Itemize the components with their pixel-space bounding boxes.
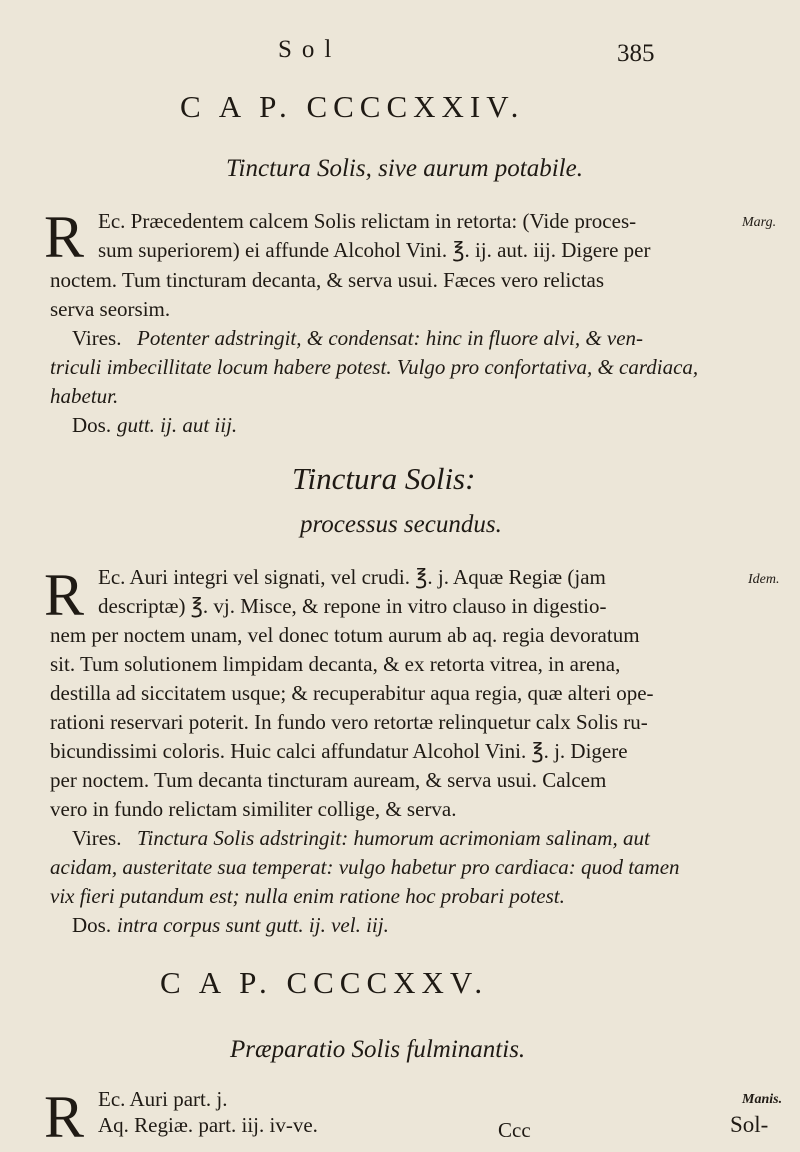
text-line: bicundissimi coloris. Huic calci affundatur Alcohol Vini. ℥. j. Digere <box>50 739 628 763</box>
chapter-subtitle: Tinctura Solis, sive aurum potabile. <box>226 155 583 182</box>
dose-text: gutt. ij. aut iij. <box>117 413 238 437</box>
dose-label: Dos. <box>72 913 112 937</box>
running-header: Sol <box>278 36 342 63</box>
text-line: Ec. Præcedentem calcem Solis relictam in retorta: (Vide proces- <box>98 209 637 233</box>
drop-cap: R <box>44 204 85 270</box>
text-line: vero in fundo relictam similiter collige, & serva. <box>50 797 457 821</box>
text-line: Ec. Auri part. j. <box>98 1087 228 1111</box>
vires-label: Vires. <box>72 826 122 850</box>
margin-note: Idem. <box>748 572 780 587</box>
chapter-heading: C A P. CCCCXXV. <box>160 965 489 1000</box>
text-line: habetur. <box>50 384 119 408</box>
section-title: Tinctura Solis: <box>292 461 476 496</box>
text-line: per noctem. Tum decanta tincturam auream, & serva usui. Calcem <box>50 768 607 792</box>
margin-note: Marg. <box>742 215 777 230</box>
margin-note: Manis. <box>742 1092 783 1107</box>
dose-label: Dos. <box>72 413 112 437</box>
vires-label: Vires. <box>72 326 122 350</box>
text-line: vix fieri putandum est; nulla enim ratione hoc probari potest. <box>50 884 565 908</box>
vires-text: Tinctura Solis adstringit: humorum acrimoniam salinam, aut <box>137 826 650 850</box>
dose-text: intra corpus sunt gutt. ij. vel. iij. <box>117 913 389 937</box>
text-line: acidam, austeritate sua temperat: vulgo habetur pro cardiaca: quod tamen <box>50 855 680 879</box>
section-subtitle: processus secundus. <box>300 511 502 538</box>
text-line: triculi imbecillitate locum habere potest. Vulgo pro confortativa, & cardiaca, <box>50 355 699 379</box>
text-line: descriptæ) ℥. vj. Misce, & repone in vitro clauso in digestio- <box>98 594 607 618</box>
vires-text: Potenter adstringit, & condensat: hinc in fluore alvi, & ven- <box>137 326 644 350</box>
page-number: 385 <box>617 40 655 67</box>
text-line: Aq. Regiæ. part. iij. iv-ve. <box>98 1113 318 1137</box>
chapter-heading: C A P. CCCCXXIV. <box>180 89 525 124</box>
text-line: Ec. Auri integri vel signati, vel crudi. ℥. j. Aquæ Regiæ (jam <box>98 565 606 589</box>
text-line: nem per noctem unam, vel donec totum aurum ab aq. regia devoratum <box>50 623 640 647</box>
drop-cap: R <box>44 562 85 628</box>
signature-mark: Ccc <box>498 1118 531 1142</box>
text-line: sum superiorem) ei affunde Alcohol Vini. ℥. ij. aut. iij. Digere per <box>98 238 651 262</box>
text-line: sit. Tum solutionem limpidam decanta, & ex retorta vitrea, in arena, <box>50 652 621 676</box>
text-line: noctem. Tum tincturam decanta, & serva usui. Fæces vero relictas <box>50 268 605 292</box>
drop-cap: R <box>44 1084 85 1150</box>
text-line: serva seorsim. <box>50 297 171 321</box>
catchword: Sol- <box>730 1112 769 1137</box>
text-line: destilla ad siccitatem usque; & recuperabitur aqua regia, quæ alteri ope- <box>50 681 654 705</box>
text-line: rationi reservari poterit. In fundo vero retortæ relinquetur calx Solis ru- <box>50 710 648 734</box>
chapter-subtitle: Præparatio Solis fulminantis. <box>230 1036 526 1063</box>
